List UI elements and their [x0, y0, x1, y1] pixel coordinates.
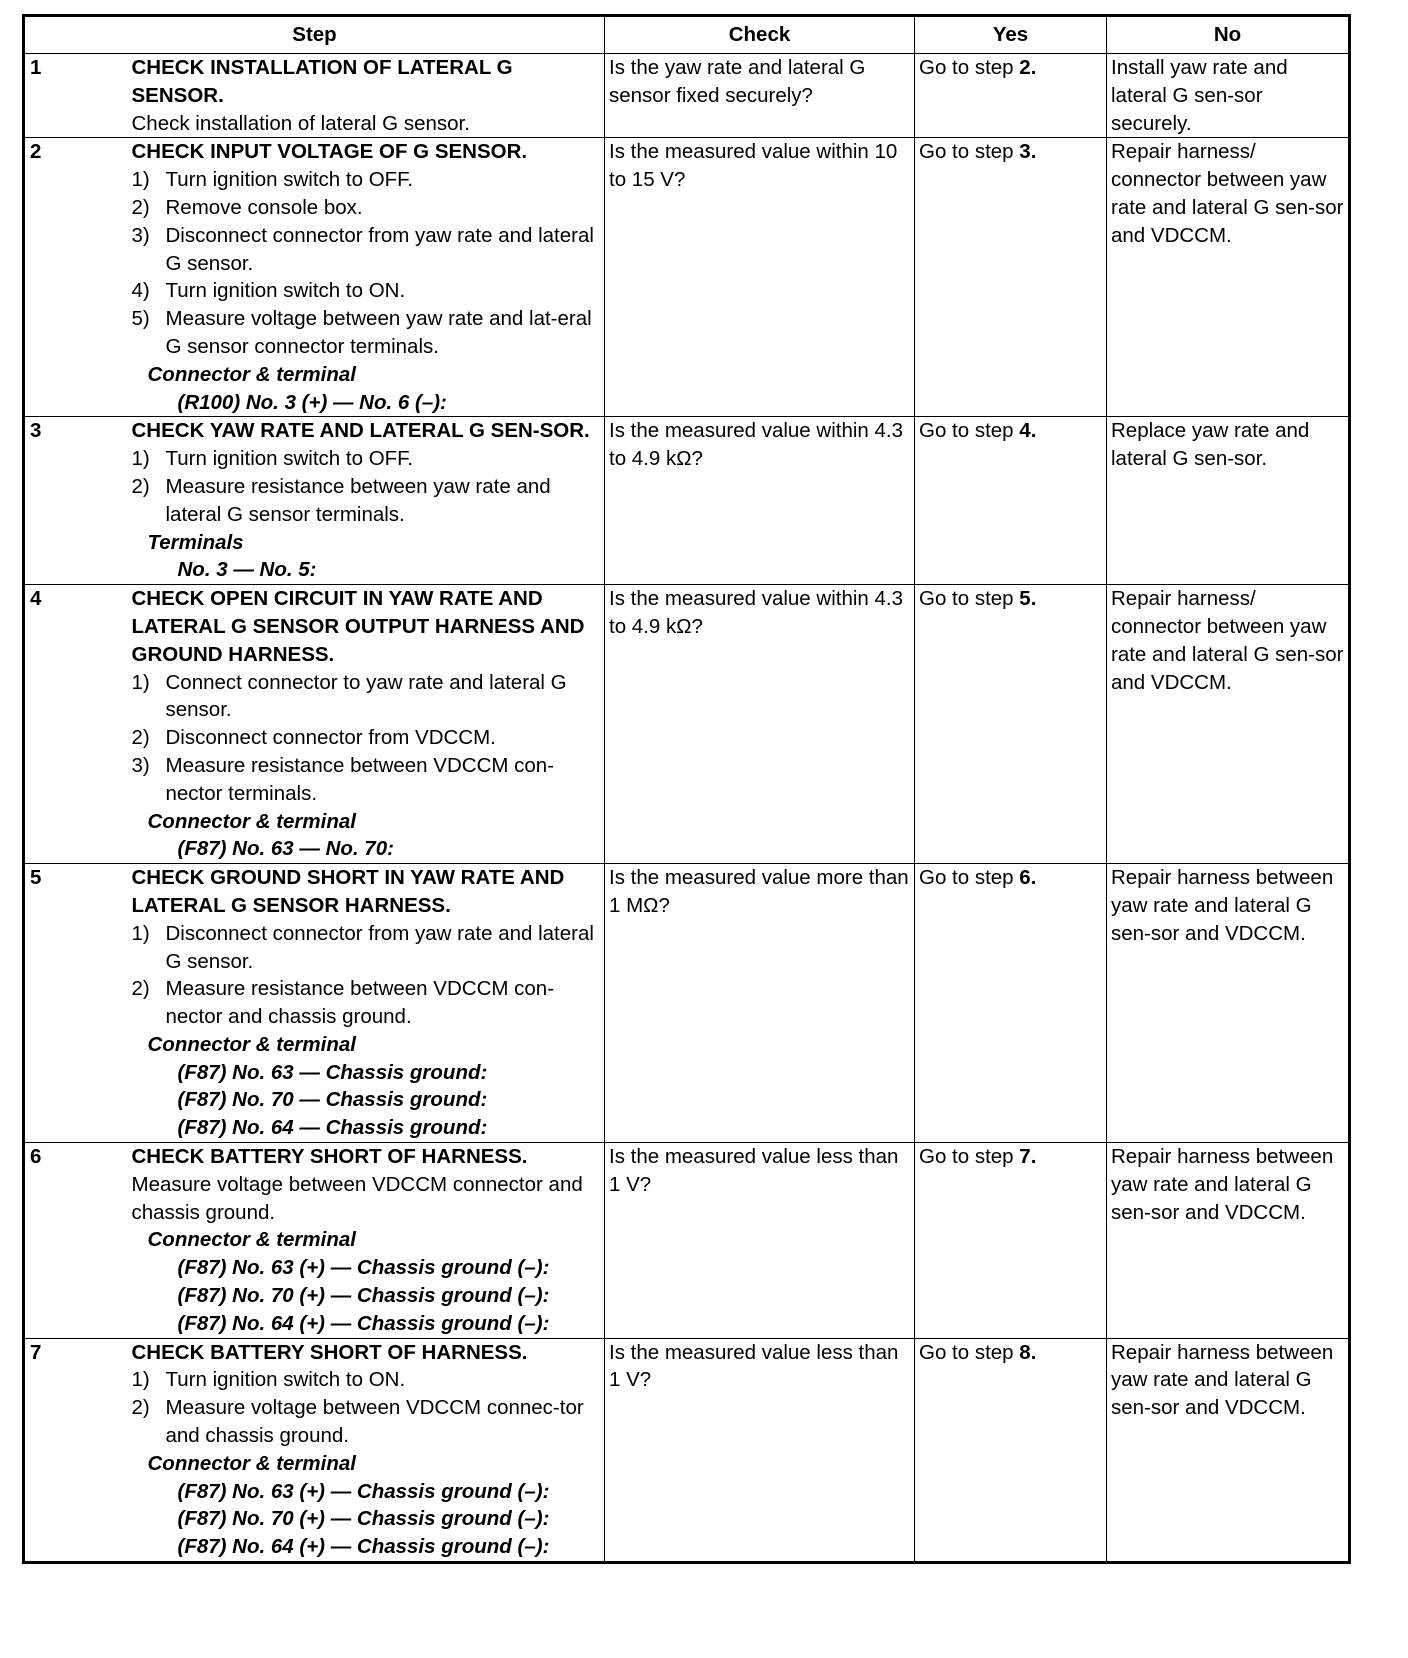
yes-prefix: Go to step — [919, 1145, 1014, 1169]
step-description — [130, 138, 605, 417]
yes-step-number: 5. — [1019, 587, 1037, 611]
step-description — [130, 54, 605, 138]
substep-text: Measure resistance between VDCCM con-nector terminals. — [165, 753, 555, 805]
step-description — [130, 585, 605, 864]
substep-item — [132, 1394, 603, 1450]
substep-index: 1) — [131, 447, 150, 471]
yes-action — [915, 1338, 1107, 1562]
no-action: Replace yaw rate and lateral G sen-sor. — [1107, 417, 1350, 585]
table-row — [24, 585, 1350, 864]
yes-action — [915, 1143, 1107, 1339]
substep-item — [132, 752, 603, 808]
spec-heading: Connector & terminal — [147, 1032, 356, 1056]
substep-text: Disconnect connector from yaw rate and lateral G sensor. — [165, 223, 594, 275]
yes-step-number: 3. — [1019, 140, 1037, 164]
yes-prefix: Go to step — [919, 587, 1014, 611]
yes-action — [915, 138, 1107, 417]
no-action: Repair harness/ connector between yaw rate and lateral G sen-sor and VDCCM. — [1107, 138, 1350, 417]
substep-text: Turn ignition switch to OFF. — [165, 447, 414, 471]
step-substeps — [132, 1366, 603, 1449]
substep-text: Measure voltage between yaw rate and lat-eral G sensor connector terminals. — [165, 307, 592, 358]
step-description — [130, 417, 605, 585]
spec-line: (F87) No. 63 — No. 70: — [177, 837, 394, 861]
spec-line: (F87) No. 63 (+) — Chassis ground (–): — [177, 1256, 550, 1280]
step-substeps — [132, 669, 603, 808]
table-row — [24, 1338, 1350, 1562]
substep-item — [132, 166, 603, 194]
step-number: 2 — [24, 138, 130, 417]
yes-prefix: Go to step — [919, 140, 1014, 164]
spec-line: (F87) No. 63 (+) — Chassis ground (–): — [177, 1479, 550, 1503]
spec-heading: Terminals — [147, 530, 244, 554]
diagnostic-procedure-sheet — [22, 14, 1348, 1564]
substep-index: 2) — [131, 977, 150, 1001]
no-action: Repair harness between yaw rate and lateral G sen-sor and VDCCM. — [1107, 1338, 1350, 1562]
no-action: Repair harness between yaw rate and lateral G sen-sor and VDCCM. — [1107, 1143, 1350, 1339]
substep-index: 2) — [131, 195, 150, 219]
check-question: Is the measured value within 4.3 to 4.9 kΩ? — [605, 417, 915, 585]
no-action: Install yaw rate and lateral G sen-sor securely. — [1107, 54, 1350, 138]
step-title: CHECK INPUT VOLTAGE OF G SENSOR. — [131, 140, 528, 164]
step-number: 5 — [24, 864, 130, 1143]
spec-line: (F87) No. 64 (+) — Chassis ground (–): — [177, 1311, 550, 1335]
spec-line: (F87) No. 70 — Chassis ground: — [177, 1088, 488, 1112]
substep-index: 1) — [131, 921, 150, 945]
spec-line: (F87) No. 64 — Chassis ground: — [177, 1116, 488, 1140]
spec-line: (F87) No. 64 (+) — Chassis ground (–): — [177, 1535, 550, 1559]
step-number: 1 — [24, 54, 130, 138]
substep-item — [132, 305, 603, 361]
no-action: Repair harness between yaw rate and lateral G sen-sor and VDCCM. — [1107, 864, 1350, 1143]
step-substeps — [132, 920, 603, 1031]
substep-item — [132, 473, 603, 529]
yes-step-number: 2. — [1019, 56, 1037, 79]
substep-text: Disconnect connector from VDCCM. — [165, 726, 496, 750]
step-number: 7 — [24, 1338, 130, 1562]
step-title: CHECK GROUND SHORT IN YAW RATE AND LATERAL G SENSOR HARNESS. — [131, 866, 565, 917]
substep-text: Turn ignition switch to OFF. — [165, 168, 414, 192]
table-row — [24, 1143, 1350, 1339]
yes-prefix: Go to step — [919, 56, 1014, 79]
step-title: CHECK BATTERY SHORT OF HARNESS. — [131, 1145, 528, 1169]
header-check: Check — [605, 16, 915, 54]
yes-action — [915, 585, 1107, 864]
spec-heading: Connector & terminal — [147, 809, 356, 833]
substep-index: 1) — [131, 168, 150, 192]
no-action: Repair harness/ connector between yaw rate and lateral G sen-sor and VDCCM. — [1107, 585, 1350, 864]
substep-item — [132, 277, 603, 305]
substep-item — [132, 724, 603, 752]
table-header-row — [24, 16, 1350, 54]
check-question: Is the measured value within 10 to 15 V? — [605, 138, 915, 417]
step-description — [130, 1143, 605, 1339]
step-number: 6 — [24, 1143, 130, 1339]
substep-text: Turn ignition switch to ON. — [165, 1368, 406, 1392]
header-no: No — [1107, 16, 1350, 54]
header-step: Step — [24, 16, 605, 54]
yes-action — [915, 864, 1107, 1143]
substep-text: Disconnect connector from yaw rate and lateral G sensor. — [165, 921, 594, 973]
substep-text: Remove console box. — [165, 195, 363, 219]
substep-item — [132, 1366, 603, 1394]
yes-step-number: 8. — [1019, 1340, 1037, 1364]
substep-index: 1) — [131, 1368, 150, 1392]
substep-item — [132, 669, 603, 725]
yes-prefix: Go to step — [919, 419, 1014, 443]
spec-line: (F87) No. 70 (+) — Chassis ground (–): — [177, 1284, 550, 1308]
yes-step-number: 4. — [1019, 419, 1037, 443]
substep-item — [132, 975, 603, 1031]
substep-text: Measure voltage between VDCCM connec-tor and chassis ground. — [165, 1396, 584, 1448]
substep-text: Measure resistance between VDCCM con-nector and chassis ground. — [165, 977, 555, 1029]
check-question: Is the measured value within 4.3 to 4.9 kΩ? — [605, 585, 915, 864]
yes-step-number: 6. — [1019, 866, 1037, 890]
spec-line: No. 3 — No. 5: — [177, 558, 317, 582]
table-body — [24, 54, 1350, 1563]
yes-prefix: Go to step — [919, 1340, 1014, 1364]
substep-text: Measure resistance between yaw rate and lateral G sensor terminals. — [165, 474, 551, 526]
table-row — [24, 54, 1350, 138]
substep-index: 3) — [131, 223, 150, 247]
table-row — [24, 864, 1350, 1143]
spec-heading: Connector & terminal — [147, 1228, 356, 1252]
substep-item — [132, 445, 603, 473]
yes-action — [915, 54, 1107, 138]
step-text: Measure voltage between VDCCM connector and chassis ground. — [131, 1172, 583, 1224]
spec-heading: Connector & terminal — [147, 1451, 356, 1475]
step-title: CHECK BATTERY SHORT OF HARNESS. — [131, 1340, 528, 1364]
step-substeps — [132, 445, 603, 528]
step-number: 4 — [24, 585, 130, 864]
yes-action — [915, 417, 1107, 585]
substep-index: 2) — [131, 726, 150, 750]
substep-item — [132, 222, 603, 278]
substep-index: 2) — [131, 474, 150, 498]
yes-prefix: Go to step — [919, 866, 1014, 890]
table-row — [24, 138, 1350, 417]
substep-text: Turn ignition switch to ON. — [165, 279, 406, 303]
substep-index: 5) — [131, 307, 150, 331]
table-row — [24, 417, 1350, 585]
diagnostic-table — [22, 14, 1351, 1564]
substep-index: 2) — [131, 1396, 150, 1420]
step-text: Check installation of lateral G sensor. — [131, 111, 470, 135]
substep-index: 3) — [131, 753, 150, 777]
step-title: CHECK INSTALLATION OF LATERAL G SENSOR. — [131, 56, 513, 107]
step-title: CHECK OPEN CIRCUIT IN YAW RATE AND LATERAL G SENSOR OUTPUT HARNESS AND GROUND HARNESS. — [131, 587, 585, 666]
check-question: Is the measured value more than 1 MΩ? — [605, 864, 915, 1143]
step-title: CHECK YAW RATE AND LATERAL G SEN-SOR. — [131, 419, 590, 443]
step-description — [130, 1338, 605, 1562]
spec-line: (R100) No. 3 (+) — No. 6 (–): — [177, 390, 447, 414]
check-question: Is the yaw rate and lateral G sensor fixed securely? — [605, 54, 915, 138]
spec-heading: Connector & terminal — [147, 362, 356, 386]
yes-step-number: 7. — [1019, 1145, 1037, 1169]
step-description — [130, 864, 605, 1143]
header-yes: Yes — [915, 16, 1107, 54]
check-question: Is the measured value less than 1 V? — [605, 1143, 915, 1339]
substep-index: 4) — [131, 279, 150, 303]
step-substeps — [132, 166, 603, 361]
substep-item — [132, 194, 603, 222]
spec-line: (F87) No. 63 — Chassis ground: — [177, 1060, 488, 1084]
substep-text: Connect connector to yaw rate and lateral G sensor. — [165, 670, 567, 722]
check-question: Is the measured value less than 1 V? — [605, 1338, 915, 1562]
substep-index: 1) — [131, 670, 150, 694]
step-number: 3 — [24, 417, 130, 585]
substep-item — [132, 920, 603, 976]
spec-line: (F87) No. 70 (+) — Chassis ground (–): — [177, 1507, 550, 1531]
